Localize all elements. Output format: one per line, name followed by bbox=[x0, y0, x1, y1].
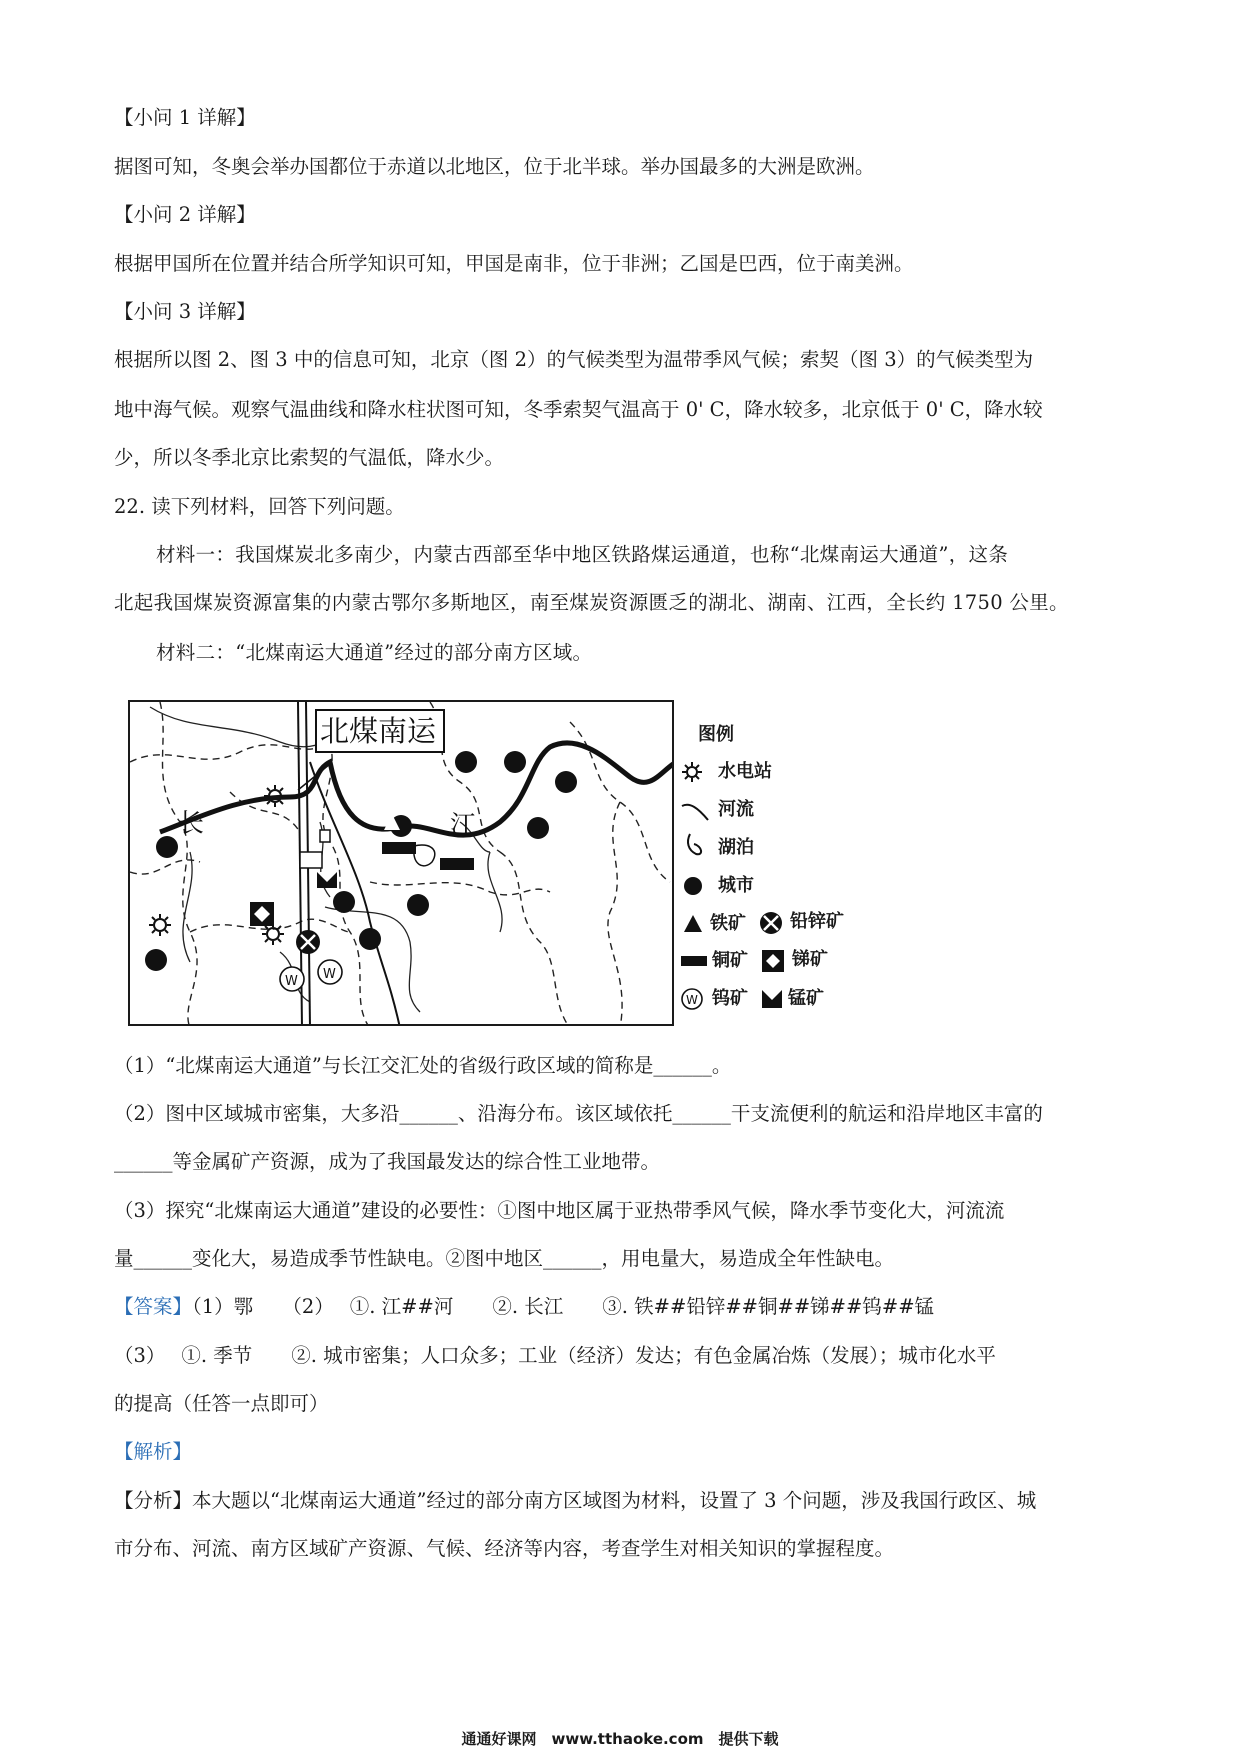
subq1-body: 据图可知，冬奥会举办国都位于赤道以北地区，位于北半球。举办国最多的大洲是欧洲。 bbox=[114, 155, 875, 178]
river-icon bbox=[680, 798, 710, 822]
answer-label: 【答案】 bbox=[114, 1295, 193, 1318]
svg-text:W: W bbox=[323, 967, 336, 982]
copper-mine-icon bbox=[680, 952, 710, 972]
subq2-body: 根据甲国所在位置并结合所学知识可知，甲国是南非，位于非洲；乙国是巴西，位于南美洲。 bbox=[114, 252, 914, 275]
answer-text-1: （1）鄂 （2） ①. 江##河 ②. 长江 ③. 铁##铅锌##铜##锑##钨##锰 bbox=[192, 1295, 935, 1318]
lake-icon bbox=[682, 832, 708, 860]
antimony-mine bbox=[250, 902, 274, 926]
yangtze-river bbox=[160, 743, 674, 835]
city-marker bbox=[407, 894, 429, 916]
city-marker bbox=[504, 751, 526, 773]
lead-zinc-mine-icon bbox=[758, 910, 784, 936]
map-label-chang: 长 bbox=[178, 809, 205, 839]
city-marker bbox=[555, 771, 577, 793]
antimony-mine-icon bbox=[760, 948, 786, 974]
copper-mine bbox=[382, 842, 416, 854]
legend-city: 城市 bbox=[718, 875, 754, 896]
hydro-station-icon bbox=[149, 914, 171, 936]
legend-title: 图例 bbox=[698, 724, 734, 745]
tungsten-mine bbox=[280, 960, 342, 991]
analysis-label: 【解析】 bbox=[114, 1440, 193, 1463]
subquestion-2-line1: （2）图中区域城市密集，大多沿______、沿海分布。该区域依托______干支流便利的航运和沿岸地区丰富的 bbox=[114, 1102, 1043, 1125]
lead-zinc-mine bbox=[296, 930, 320, 954]
material1-line2: 北起我国煤炭资源富集的内蒙古鄂尔多斯地区，南至煤炭资源匮乏的湖北、湖南、江西，全长约 1750 公里。 bbox=[114, 591, 1069, 614]
city-marker bbox=[145, 949, 167, 971]
copper-mine bbox=[440, 858, 474, 870]
subquestion-3-line1: （3）探究“北煤南运大通道”建设的必要性：①图中地区属于亚热带季风气候，降水季节变化大，河流流 bbox=[114, 1199, 1005, 1222]
legend-antimony: 锑矿 bbox=[792, 949, 828, 970]
legend-iron: 铁矿 bbox=[710, 913, 746, 934]
question-22-title: 22. 读下列材料，回答下列问题。 bbox=[114, 495, 405, 518]
answer-line1 bbox=[114, 1293, 934, 1321]
city-icon bbox=[682, 874, 706, 898]
city-marker bbox=[455, 751, 477, 773]
page-footer: 通通好课网 www.tthaoke.com 提供下载 bbox=[461, 1730, 779, 1748]
svg-text:W: W bbox=[285, 974, 298, 989]
legend-tungsten: 钨矿 bbox=[712, 988, 748, 1009]
region-map bbox=[128, 700, 674, 1026]
subq1-heading: 【小问 1 详解】 bbox=[114, 106, 256, 129]
legend-hydro: 水电站 bbox=[718, 761, 772, 782]
analysis-line1: 【分析】本大题以“北煤南运大通道”经过的部分南方区域图为材料，设置了 3 个问题，涉及我国行政区、城 bbox=[114, 1489, 1037, 1512]
lake bbox=[414, 845, 435, 866]
map-legend bbox=[680, 712, 880, 1012]
legend-manganese: 锰矿 bbox=[788, 988, 824, 1009]
hydro-station-icon bbox=[680, 760, 704, 784]
tungsten-mine-icon bbox=[680, 986, 706, 1012]
legend-copper: 铜矿 bbox=[712, 950, 748, 971]
city-marker bbox=[333, 891, 355, 913]
manganese-mine-icon bbox=[760, 986, 784, 1010]
cities bbox=[145, 751, 577, 971]
legend-lead-zinc: 铅锌矿 bbox=[790, 911, 844, 932]
small-town-icon bbox=[300, 830, 330, 868]
material1-line1: 材料一：我国煤炭北多南少，内蒙古西部至华中地区铁路煤运通道，也称“北煤南运大通道”，这条 bbox=[156, 543, 1009, 566]
subq3-body-line1: 根据所以图 2、图 3 中的信息可知，北京（图 2）的气候类型为温带季风气候；索契（图 3）的气候类型为 bbox=[114, 348, 1034, 371]
iron-mine-icon bbox=[682, 912, 706, 936]
map-label-jiang: 江 bbox=[450, 811, 477, 841]
material2: 材料二：“北煤南运大通道”经过的部分南方区域。 bbox=[156, 641, 593, 664]
railway-label: 北煤南运 bbox=[320, 714, 437, 748]
svg-text:W: W bbox=[686, 993, 698, 1007]
manganese-mine bbox=[317, 872, 337, 888]
subq2-heading: 【小问 2 详解】 bbox=[114, 203, 256, 226]
hydro-station-icon bbox=[262, 923, 284, 945]
answer-line3: 的提高（任答一点即可） bbox=[114, 1392, 329, 1415]
subquestion-1: （1）“北煤南运大通道”与长江交汇处的省级行政区域的简称是______。 bbox=[114, 1054, 732, 1077]
subq3-heading: 【小问 3 详解】 bbox=[114, 300, 256, 323]
subq3-body-line2: 地中海气候。观察气温曲线和降水柱状图可知，冬季索契气温高于 0' C，降水较多，北京低于 0' C，降水较 bbox=[114, 398, 1043, 421]
map-drawing bbox=[130, 702, 674, 1026]
analysis-line2: 市分布、河流、南方区域矿产资源、气候、经济等内容，考查学生对相关知识的掌握程度。 bbox=[114, 1537, 895, 1560]
city-marker bbox=[359, 928, 381, 950]
subquestion-2-line2: ______等金属矿产资源，成为了我国最发达的综合性工业地带。 bbox=[114, 1150, 661, 1173]
subquestion-3-line2: 量______变化大，易造成季节性缺电。②图中地区______，用电量大，易造成全年性缺电。 bbox=[114, 1247, 895, 1270]
legend-river: 河流 bbox=[718, 799, 754, 820]
subq3-body-line3: 少，所以冬季北京比索契的气温低，降水少。 bbox=[114, 446, 505, 469]
city-marker bbox=[527, 817, 549, 839]
legend-lake: 湖泊 bbox=[718, 837, 754, 858]
city-marker bbox=[156, 836, 178, 858]
answer-line2: （3） ①. 季节 ②. 城市密集；人口众多；工业（经济）发达；有色金属冶炼（发展）；城市化水平 bbox=[114, 1344, 996, 1367]
